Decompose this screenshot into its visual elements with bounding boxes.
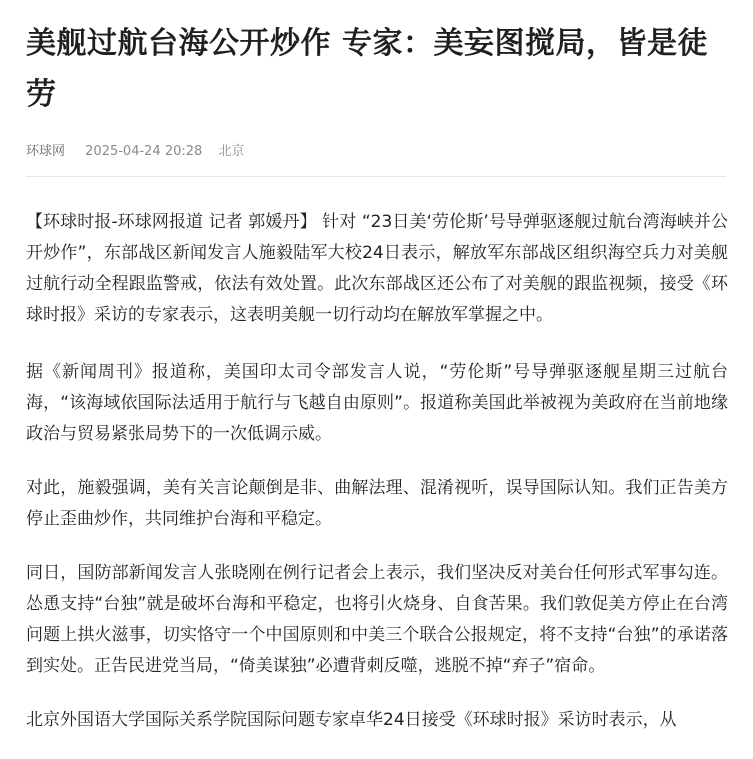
- paragraph: 据《新闻周刊》报道称，美国印太司令部发言人说，“劳伦斯”号导弹驱逐舰星期三过航台海，“该海域依国际法适用于航行与飞越自由原则”。报道称美国此举被视为美政府在当前地缘政治与贸易紧张局势下的一次低调示威。: [26, 362, 728, 444]
- article-body: [26, 207, 728, 736]
- paragraph: 【环球时报-环球网报道 记者 郭媛丹】 针对 “23日美‘劳伦斯’号导弹驱逐舰过航台湾海峡并公开炒作”，东部战区新闻发言人施毅陆军大校24日表示，解放军东部战区组织海空兵力对美舰过航行动全程跟监警戒，依法有效处置。此次东部战区还公布了对美舰的跟监视频，接受《环球时报》采访的专家表示，这表明美舰一切行动均在解放军掌握之中。: [26, 212, 728, 325]
- paragraph: 对此，施毅强调，美有关言论颠倒是非、曲解法理、混淆视听，误导国际认知。我们正告美方停止歪曲炒作，共同维护台海和平稳定。: [26, 478, 728, 529]
- paragraph: 北京外国语大学国际关系学院国际问题专家卓华24日接受《环球时报》采访时表示，从: [26, 710, 677, 730]
- article: [26, 18, 728, 759]
- paragraph: 同日，国防部新闻发言人张晓刚在例行记者会上表示，我们坚决反对美台任何形式军事勾连。怂恿支持“台独”就是破坏台海和平稳定，也将引火烧身、自食苦果。我们敦促美方停止在台湾问题上拱火滋事，切实恪守一个中国原则和中美三个联合公报规定，将不支持“台独”的承诺落到实处。正告民进党当局，“倚美谋独”必遭背刺反噬，逃脱不掉“弃子”宿命。: [26, 563, 728, 676]
- meta-divider: [26, 176, 726, 177]
- article-meta: [26, 142, 728, 162]
- publish-datetime: 2025-04-24 20:28: [85, 144, 203, 159]
- article-title: 美舰过航台海公开炒作 专家：美妄图搅局，皆是徒劳: [26, 26, 708, 112]
- publish-location: 北京: [218, 144, 245, 159]
- source-link[interactable]: 环球网: [26, 144, 66, 159]
